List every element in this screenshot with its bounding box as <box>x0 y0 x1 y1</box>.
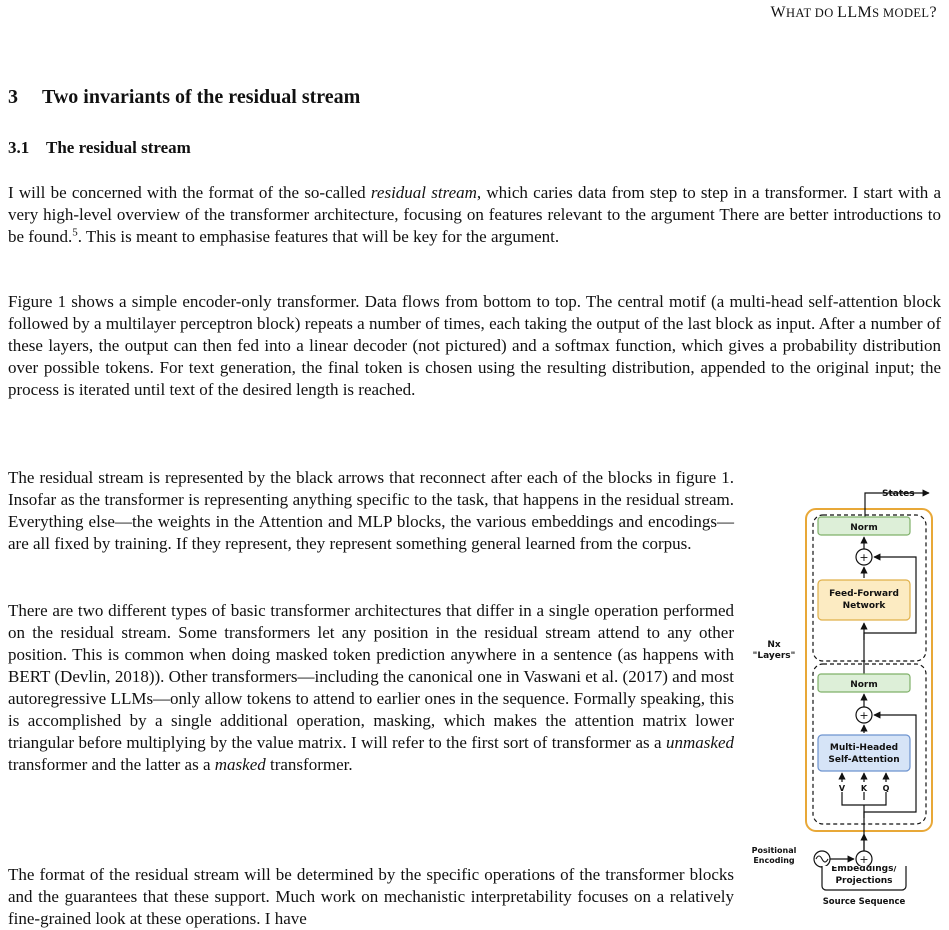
paragraph-3: The residual stream is represented by the black arrows that reconnect after each of the blocks in figure 1. Insofar as the transformer is representing anything specific to the task, that happens in the residual stream. Everything else—the weights in the Attention and MLP blocks, the various embeddings and encodings—are all fixed by training. If they represent, they represent something general learned from the corpus. <box>8 468 734 553</box>
footnote-marker: 5 <box>72 226 78 239</box>
subsection-title: The residual stream <box>46 138 191 157</box>
mha-label-2: Self-Attention <box>828 755 900 765</box>
section-number: 3 <box>8 86 18 108</box>
k-label: K <box>860 784 868 793</box>
transformer-diagram <box>746 482 946 890</box>
norm-top-label: Norm <box>850 523 878 533</box>
subsection-number: 3.1 <box>8 138 30 157</box>
positional-label-1: Positional <box>751 846 797 855</box>
paragraph-4: There are two different types of basic transformer architectures that differ in a single operation performed on the residual stream. Some transformers let any position in the residual stream attend to any other position. This is common when doing masked token prediction anywhere in a sentence (as happens with BERT (Devlin, 2018)). Other transformers—including the canonical one in Vaswani et al. (2017) and most autoregressive LLMs—only allow tokens to attend to earlier ones in the sequence. Formally speaking, this is accomplished by a single additional operation, masking, which makes the attention matrix lower triangular before multiplying by the value matrix. I will refer to the first sort of transformer as a unmasked transformer and the latter as a masked transformer. <box>8 601 734 774</box>
mha-label-1: Multi-Headed <box>829 743 899 753</box>
layers-label-1: Nx <box>767 640 781 650</box>
states-label: States <box>882 489 915 499</box>
ffn-label-1: Feed-Forward <box>829 589 899 599</box>
section-heading <box>8 86 360 109</box>
v-label: V <box>838 784 846 793</box>
figure-input-area <box>746 866 946 908</box>
norm-mid-label: Norm <box>850 680 878 690</box>
subsection-heading <box>8 138 191 158</box>
svg-text:+: + <box>859 853 869 866</box>
paragraph-2: Figure 1 shows a simple encoder-only transformer. Data flows from bottom to top. The central motif (a multi-head self-attention block followed by a multilayer perceptron block) repeats a number of times, each taking the output of the last block as input. After a number of these layers, the output can then fed into a linear decoder (not pictured) and a softmax function, which gives a probability distribution over possible tokens. For text generation, the final token is chosen using the resulting distribution, appended to the original input; the process is iterated until text of the desired length is reached. <box>8 292 941 399</box>
section-title: Two invariants of the residual stream <box>42 86 361 108</box>
paragraph-5: The format of the residual stream will be determined by the specific operations of the transformer blocks and the guarantees that these support. Much work on mechanistic interpretability focuses on a relatively fine-grained look at these operations. I have <box>8 865 734 928</box>
emphasis-unmasked: unmasked <box>666 733 734 752</box>
emphasis-residual-stream: residual stream <box>370 183 477 202</box>
source-sequence-label: Source Sequence <box>822 897 906 907</box>
multi-head-attention-box <box>818 735 910 771</box>
feed-forward-box <box>818 580 910 620</box>
ffn-label-2: Network <box>842 601 886 611</box>
paragraph-1: I will be concerned with the format of the so-called residual stream, which caries data from step to step in a transformer. I start with a very high-level overview of the transformer architecture, focusing on features relevant to the argument There are better introductions to be found.$^5$. This is meant to emphasise features that will be key for the argument. <box>8 183 942 246</box>
emphasis-masked: masked <box>214 755 266 774</box>
svg-text:+: + <box>859 551 869 564</box>
svg-text:+: + <box>859 709 869 722</box>
q-label: Q <box>882 784 890 793</box>
running-head: WHAT DO LLMS MODEL? <box>770 4 937 21</box>
layers-label-2: "Layers" <box>752 651 796 661</box>
positional-label-2: Encoding <box>753 856 795 865</box>
embeddings-label-2: Projections <box>835 876 893 886</box>
embeddings-label-1: Embeddings/ <box>831 866 897 874</box>
